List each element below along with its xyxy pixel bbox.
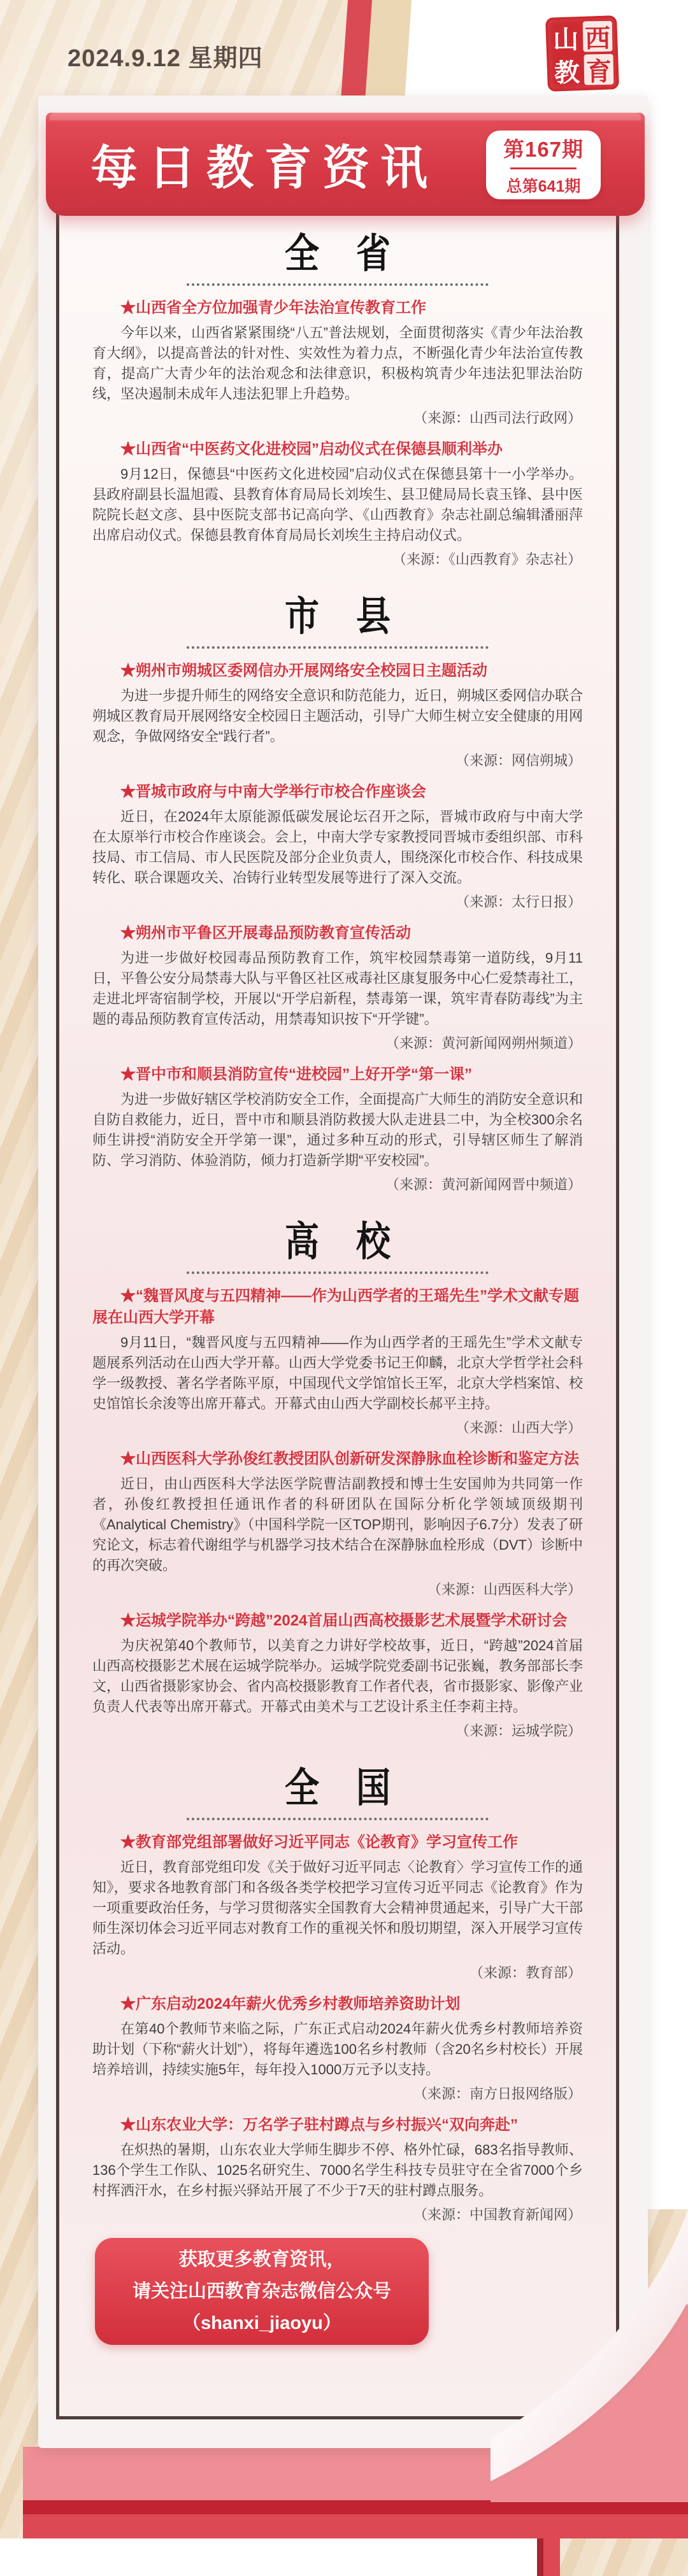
article-title: ★晋城市政府与中南大学举行市校合作座谈会	[120, 783, 426, 800]
bottom-vertical-ribbon	[537, 2538, 560, 2576]
footer-line: 获取更多教育资讯，	[178, 2249, 345, 2270]
article	[92, 1993, 583, 2103]
article-body: 今年以来，山西省紧紧围绕“八五”普法规划，全面贯彻落实《青少年法治教育大纲》，以提高普法的针对性、实效性为着力点，不断强化青少年法治宣传教育，提高广大青少年的法治观念和法律意识，积极构筑青少年违法犯罪法治防线，坚决遏制未成年人违法犯罪上升趋势。	[92, 325, 583, 402]
article-body: 在第40个教师节来临之际，广东正式启动2024年薪火优秀乡村教师培养资助计划（下称“薪火计划”），将每年遴选100名乡村教师（含20名乡村校长）开展培养培训，持续实施5年，每年投入1000万元予以支持。	[92, 2021, 583, 2077]
sections-container	[59, 131, 616, 2345]
section-quansheng	[92, 231, 584, 569]
article-title: ★运城学院举办“跨越”2024首届山西高校摄影艺术展暨学术研讨会	[120, 1612, 568, 1629]
article-title: ★朔州市朔城区委网信办开展网络安全校园日主题活动	[120, 662, 487, 679]
brand-seal	[545, 15, 619, 92]
header-banner	[46, 113, 645, 216]
seal-char: 山	[552, 25, 579, 54]
article-body: 近日，教育部党组印发《关于做好习近平同志〈论教育〉学习宣传工作的通知》，要求各地教育部门和各级各类学校把学习宣传习近平同志《论教育》作为一项重要政治任务，与学习贯彻落实全国教育大会精神贯通起来，引导广大干部师生深切体会习近平同志对教育工作的重视关怀和殷切期望，深入开展学习宣传活动。	[92, 1859, 584, 1957]
article	[92, 439, 583, 569]
section-shixian	[92, 594, 584, 1194]
section-gaoxiao	[92, 1219, 584, 1740]
article-body: 9月11日，“魏晋风度与五四精神——作为山西学者的王瑶先生”学术文献专题展系列活动在山西大学开幕。山西大学党委书记王仰麟，北京大学哲学社会科学一级教授、著名学者陈平原，中国现代文学馆馆长王军，北京大学档案馆、校史馆馆长余浚等出席开幕式。开幕式由山西大学副校长郝平主持。	[92, 1334, 584, 1412]
article-body: 为进一步做好辖区学校消防安全工作，全面提高广大师生的消防安全意识和自防自救能力，近日，晋中市和顺县消防救援大队走进县二中，为全校300余名师生讲授“消防安全开学第一课”，通过多种互动的形式，引导辖区师生了解消防、学习消防、体验消防，倾力打造新学期“平安校园”。	[92, 1091, 584, 1168]
dotted-divider	[187, 646, 489, 649]
section-title: 全国	[285, 1766, 427, 1811]
article-body: 为进一步提升师生的网络安全意识和防范能力，近日，朔城区委网信办联合朔城区教育局开展网络安全校园日主题活动，引导广大师生树立安全健康的用网观念，争做网络安全“践行者”。	[92, 688, 584, 744]
article-source: （来源：教育部）	[469, 1965, 582, 1981]
footer-line: （shanxi_jiaoyu）	[182, 2313, 341, 2333]
article-title: ★晋中市和顺县消防宣传“进校园”上好开学“第一课”	[120, 1066, 472, 1083]
article-source: （来源：运城学院）	[455, 1723, 582, 1739]
article-source: （来源：黄河新闻网晋中频道）	[385, 1177, 582, 1192]
section-quanguo	[92, 1766, 584, 2224]
article	[92, 660, 583, 770]
issue-total-number: 总第641期	[506, 178, 581, 195]
article-source: （来源：山西医科大学）	[427, 1582, 582, 1597]
footer-line: 请关注山西教育杂志微信公众号	[132, 2281, 391, 2302]
article-source: （来源：网信朔城）	[455, 753, 582, 768]
issue-number: 第167期	[503, 138, 584, 161]
article	[92, 1064, 583, 1194]
section-title: 市县	[285, 594, 427, 640]
date-text: 2024.9.12 星期四	[68, 45, 263, 72]
seal-char: 西	[583, 21, 613, 52]
seal-char: 育	[584, 54, 613, 85]
article-source: （来源：《山西教育》杂志社）	[392, 551, 582, 567]
bottom-white-area	[0, 2538, 537, 2576]
background-white-right-strip	[646, 0, 688, 2209]
article-source: （来源：中国教育新闻网）	[413, 2207, 582, 2223]
article	[92, 1832, 583, 1982]
page-curl-decoration	[491, 2184, 688, 2502]
article-body: 近日，在2024年太原能源低碳发展论坛召开之际，晋城市政府与中南大学在太原举行市校合作座谈会。会上，中南大学专家教授同晋城市委组织部、市科技局、市工信局、市人民医院及部分企业负责人，围绕深化市校合作、科技成果转化、联合课题攻关、冶铸行业转型发展等进行了深入交流。	[92, 809, 584, 886]
dotted-divider	[187, 283, 489, 286]
dotted-divider	[187, 1271, 489, 1274]
article-source: （来源：山西司法行政网）	[413, 410, 582, 426]
article-source: （来源：南方日报网络版）	[413, 2086, 582, 2102]
article-title: ★朔州市平鲁区开展毒品预防教育宣传活动	[120, 924, 411, 942]
section-title: 全省	[285, 231, 427, 277]
section-title: 高校	[285, 1219, 427, 1265]
content-frame	[56, 127, 619, 2419]
article-body: 为庆祝第40个教师节，以美育之力讲好学校故事，近日，“跨越”2024首届山西高校摄影艺术展在运城学院举办。运城学院党委副书记张巍，教务部部长李文，山西省摄影家协会、省内高校摄影教育工作者代表，省市摄影家、影像产业负责人代表等出席开幕式。开幕式由美术与工艺设计系主任李莉主持。	[92, 1638, 584, 1715]
article-title: ★山西医科大学孙俊红教授团队创新研发深静脉血栓诊断和鉴定方法	[120, 1450, 579, 1468]
article-body: 9月12日，保德县“中医药文化进校园”启动仪式在保德县第十一小学举办。县政府副县长温旭霞、县教育体育局局长刘埃生、县卫健局局长袁玉锋、县中医院院长赵文彦、县中医院支部书记高向学、《山西教育》杂志社副总编辑潘丽萍出席启动仪式。保德县教育体育局局长刘埃生主持启动仪式。	[92, 466, 584, 543]
article-source: （来源：黄河新闻网朔州频道）	[385, 1035, 582, 1051]
article	[92, 297, 583, 427]
article	[92, 923, 583, 1052]
issue-divider	[510, 167, 577, 169]
article	[92, 781, 583, 911]
article-title: ★广东启动2024年薪火优秀乡村教师培养资助计划	[120, 1995, 461, 2013]
article	[92, 1285, 583, 1437]
main-card	[38, 96, 648, 2448]
article-source: （来源：太行日报）	[455, 894, 582, 910]
footer-box	[95, 2238, 429, 2345]
bottom-dark-red-stripe	[23, 2500, 688, 2514]
article-title: ★山西省全方位加强青少年法治宣传教育工作	[120, 299, 426, 316]
article-source: （来源：山西大学）	[455, 1420, 582, 1436]
article-title: ★“魏晋风度与五四精神——作为山西学者的王瑶先生”学术文献专题展在山西大学开幕	[92, 1287, 579, 1326]
dotted-divider	[187, 1818, 489, 1820]
article-body: 为进一步做好校园毒品预防教育工作，筑牢校园禁毒第一道防线，9月11日，平鲁公安分局禁毒大队与平鲁区社区戒毒社区康复服务中心仁爱禁毒社工，走进北坪寄宿制学校，开展以“开学启新程，禁毒第一课，筑牢青春防毒线”为主题的毒品预防教育宣传活动，用禁毒知识按下“开学键”。	[92, 950, 584, 1027]
seal-characters	[549, 19, 615, 87]
article-title: ★山西省“中医药文化进校园”启动仪式在保德县顺利举办	[120, 441, 503, 458]
issue-box	[486, 131, 601, 199]
article-body: 近日，由山西医科大学法医学院曹洁副教授和博士生安国帅为共同第一作者，孙俊红教授担任通讯作者的科研团队在国际分析化学领域顶级期刊《Analytical Chemistry》（中国科学院一区TOP期刊，影响因子6.7分）发表了研究论文，标志着代谢组学与机器学习技术结合在深静脉血栓形成（DVT）诊断中的再次突破。	[92, 1476, 584, 1573]
article-body: 在炽热的暑期，山东农业大学师生脚步不停、格外忙碌，683名指导教师、136个学生工作队、1025名研究生、7000名学生科技专员驻守在全省7000个乡村挥洒汗水，在乡村振兴驿站开展了不少于7天的驻村蹲点服务。	[92, 2142, 583, 2198]
banner-title: 每日教育资讯	[90, 141, 438, 194]
article-title: ★山东农业大学：万名学子驻村蹲点与乡村振兴“双向奔赴”	[120, 2116, 518, 2134]
article-title: ★教育部党组部署做好习近平同志《论教育》学习宣传工作	[120, 1834, 518, 1851]
bottom-red-band	[23, 2514, 688, 2538]
article	[92, 1448, 583, 1599]
seal-char: 教	[554, 58, 580, 87]
article	[92, 1610, 583, 1740]
